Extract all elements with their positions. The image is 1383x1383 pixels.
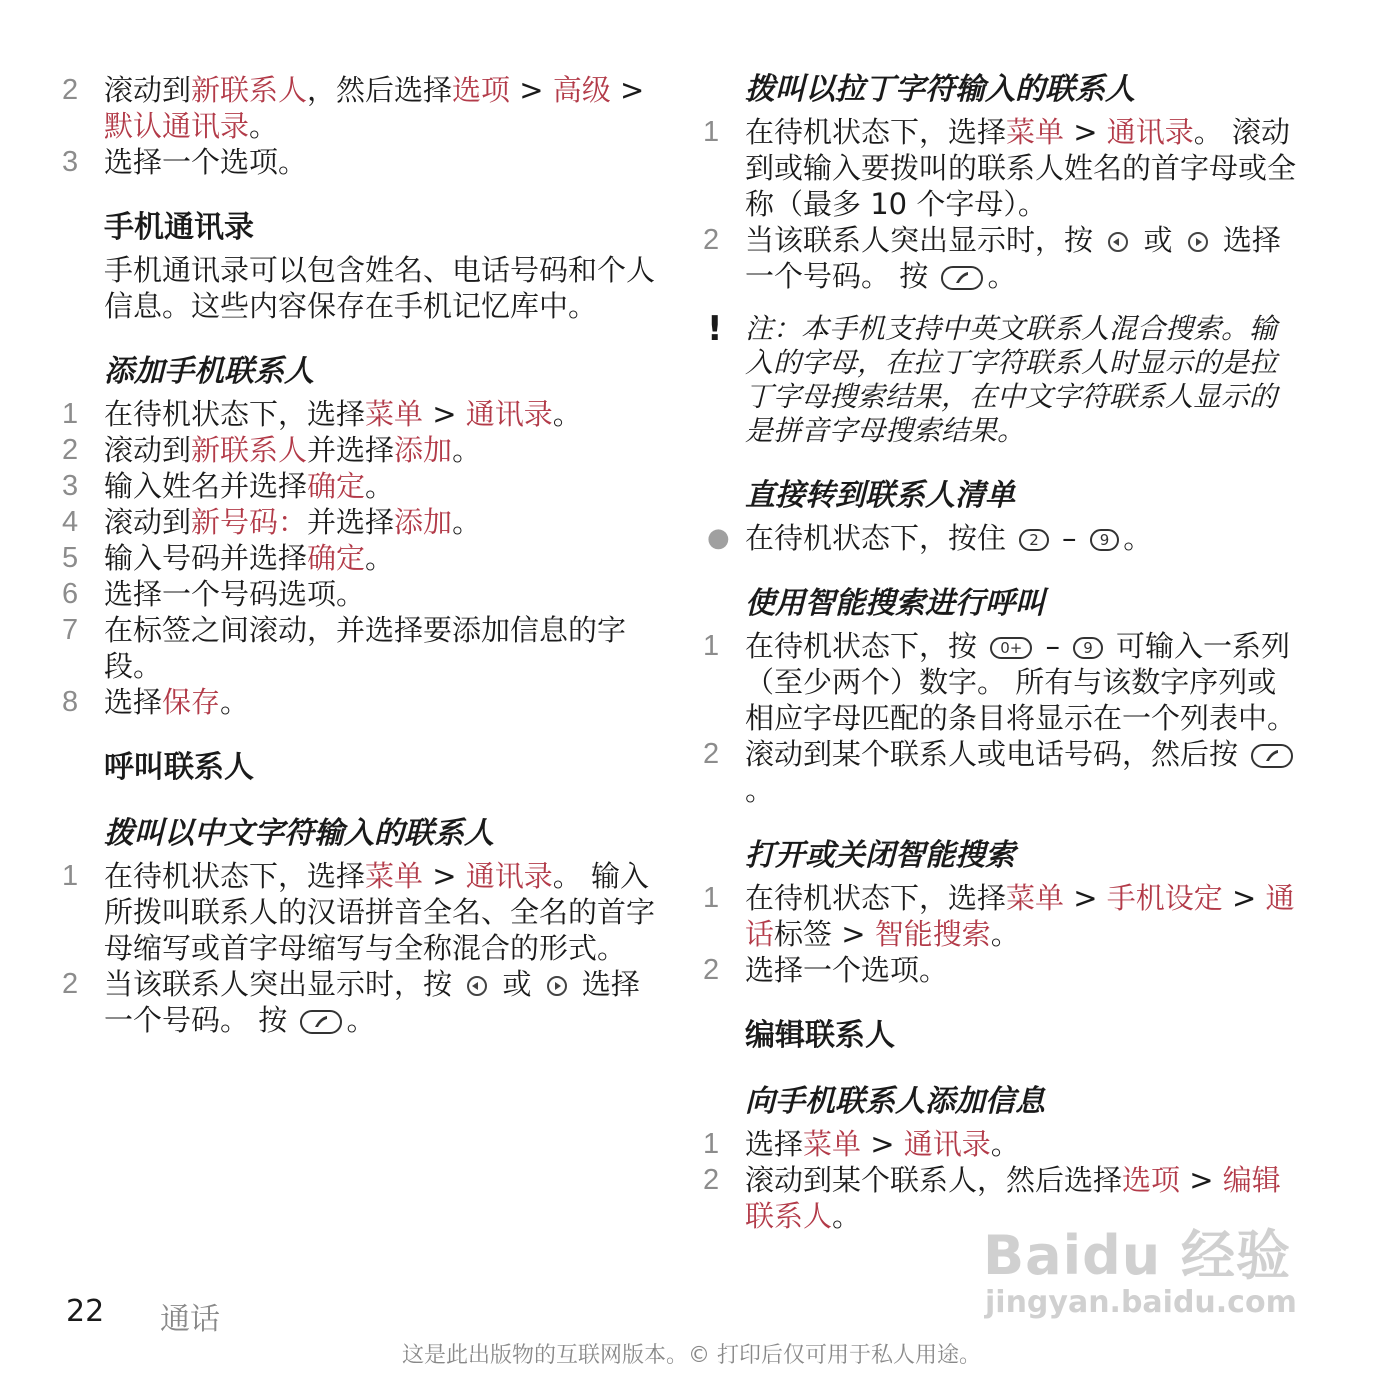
step-text: 。 bbox=[1123, 521, 1153, 555]
watermark-logo: Baidu 经验 bbox=[983, 1224, 1292, 1287]
step-number: 2 bbox=[62, 74, 79, 106]
step-number: 2 bbox=[703, 738, 720, 770]
phonebook-description: 手机通讯录可以包含姓名、电话号码和个人信息。这些内容保存在手机记忆库中。 bbox=[104, 253, 656, 323]
step-text: 滚动到 bbox=[104, 505, 192, 539]
step-text: 。 bbox=[832, 1199, 862, 1233]
step-number: 2 bbox=[62, 968, 79, 1000]
section-heading-phonebook: 手机通讯录 bbox=[104, 210, 254, 245]
step-text: 滚动到 bbox=[104, 73, 192, 107]
instruction-step bbox=[62, 540, 662, 576]
step-text: 在标签之间滚动，并选择要添加信息的字段。 bbox=[104, 613, 627, 683]
keypad-key-icon: 2 bbox=[1019, 529, 1049, 551]
menu-path-term: 选项 bbox=[452, 73, 511, 107]
menu-path-term: 通讯录 bbox=[1106, 115, 1194, 149]
menu-path-term: 高级 bbox=[552, 73, 611, 107]
step-text: 滚动到 bbox=[104, 433, 192, 467]
instruction-step bbox=[62, 468, 662, 504]
menu-path-term: 通讯录 bbox=[903, 1127, 991, 1161]
step-text: 。 bbox=[990, 917, 1020, 951]
instruction-step bbox=[62, 144, 662, 180]
step-text: 。 输入所拨叫联系人的汉语拼音全名、全名的首字母缩写或首字母缩写与全称混合的形式。 bbox=[104, 859, 656, 965]
note-text: 注：本手机支持中英文联系人混合搜索。输入的字母，在拉丁字符联系人时显示的是拉丁字母搜索结果，在中文字符联系人显示的是拼音字母搜索结果。 bbox=[745, 312, 1278, 447]
call-key-icon bbox=[300, 1010, 342, 1034]
step-text: 选择一个号码选项。 bbox=[104, 577, 366, 611]
instruction-step bbox=[62, 504, 662, 540]
step-text: 选择一个选项。 bbox=[745, 953, 949, 987]
step-text: 。 bbox=[987, 259, 1017, 293]
menu-path-term: 新联系人 bbox=[191, 73, 308, 107]
step-text: 选择 bbox=[745, 1127, 804, 1161]
step-number: 2 bbox=[703, 224, 720, 256]
menu-path-term: 确定 bbox=[307, 541, 366, 575]
dial-chinese-steps bbox=[62, 858, 662, 1038]
step-text: 输入姓名并选择 bbox=[104, 469, 308, 503]
step-text: > bbox=[861, 1127, 904, 1161]
baidu-watermark bbox=[975, 1205, 1305, 1335]
section-heading-smart-search: 使用智能搜索进行呼叫 bbox=[745, 586, 1045, 621]
direct-list-steps bbox=[703, 520, 1303, 556]
step-text: 。 bbox=[249, 109, 279, 143]
step-text: 选择 bbox=[104, 685, 163, 719]
menu-path-term: 编辑联系人 bbox=[745, 1163, 1281, 1233]
step-text: > bbox=[1222, 881, 1266, 915]
step-text: 当该联系人突出显示时，按 bbox=[745, 223, 1103, 257]
instruction-step bbox=[703, 628, 1303, 736]
menu-path-term: 菜单 bbox=[365, 397, 424, 431]
menu-path-term: 新联系人 bbox=[191, 433, 308, 467]
smart-search-steps bbox=[703, 628, 1303, 808]
dial-latin-steps bbox=[703, 114, 1303, 294]
step-text: 在待机状态下，选择 bbox=[745, 881, 1007, 915]
step-number: 2 bbox=[62, 434, 79, 466]
step-text: 并选择 bbox=[307, 433, 395, 467]
menu-path-term: 菜单 bbox=[1006, 115, 1065, 149]
instruction-step bbox=[703, 736, 1303, 808]
section-heading-dial-latin: 拨叫以拉丁字符输入的联系人 bbox=[745, 72, 1135, 107]
menu-path-term: 菜单 bbox=[803, 1127, 862, 1161]
step-number: 5 bbox=[62, 542, 79, 574]
add-contact-steps bbox=[62, 396, 662, 720]
nav-left-icon bbox=[1108, 232, 1128, 252]
step-text: 在待机状态下，选择 bbox=[104, 859, 366, 893]
menu-path-term: 手机设定 bbox=[1106, 881, 1223, 915]
step-number: 1 bbox=[62, 860, 79, 892]
step-text: 可输入一系列（至少两个）数字。 所有与该数字序列或相应字母匹配的条目将显示在一个列表中。 bbox=[745, 629, 1297, 735]
step-text: > bbox=[423, 397, 466, 431]
step-text: 。 bbox=[220, 685, 250, 719]
step-text: ，然后选择 bbox=[307, 73, 453, 107]
step-text: 滚动到某个联系人或电话号码，然后按 bbox=[745, 737, 1248, 771]
step-number: 4 bbox=[62, 506, 79, 538]
menu-path-term: 保存 bbox=[162, 685, 221, 719]
keypad-key-icon: 9 bbox=[1090, 529, 1120, 551]
copyright-notice: 这是此出版物的互联网版本。© 打印后仅可用于私人用途。 bbox=[402, 1343, 981, 1368]
section-heading-call-contact: 呼叫联系人 bbox=[104, 750, 254, 785]
menu-path-term: 智能搜索 bbox=[874, 917, 991, 951]
nav-left-icon bbox=[467, 976, 487, 996]
step-text: 选择一个号码。 按 bbox=[104, 967, 640, 1037]
menu-path-term: 通讯录 bbox=[465, 859, 553, 893]
section-heading-add-info: 向手机联系人添加信息 bbox=[745, 1084, 1045, 1119]
step-text: > bbox=[1064, 115, 1107, 149]
step-text: 或 bbox=[493, 967, 541, 1001]
menu-path-term: 新号码： bbox=[191, 505, 308, 539]
menu-path-term: 菜单 bbox=[1006, 881, 1065, 915]
step-text: 。 bbox=[745, 773, 775, 807]
menu-path-term: 默认通讯录 bbox=[104, 109, 250, 143]
step-text: 。 bbox=[346, 1003, 376, 1037]
step-text: 在待机状态下，按住 bbox=[745, 521, 1016, 555]
page-number: 22 bbox=[66, 1294, 105, 1329]
step-text: > bbox=[510, 73, 553, 107]
step-text: 在待机状态下，选择 bbox=[104, 397, 366, 431]
instruction-step bbox=[62, 432, 662, 468]
call-key-icon bbox=[1251, 744, 1293, 768]
instruction-step bbox=[703, 880, 1303, 952]
bullet-icon: ● bbox=[707, 523, 730, 553]
step-number: 7 bbox=[62, 614, 79, 646]
step-number: 6 bbox=[62, 578, 79, 610]
step-number: 1 bbox=[62, 398, 79, 430]
menu-path-term: 选项 bbox=[1122, 1163, 1181, 1197]
call-key-icon bbox=[941, 266, 983, 290]
nav-right-icon bbox=[547, 976, 567, 996]
step-text: 在待机状态下，选择 bbox=[745, 115, 1007, 149]
step-text: > bbox=[1064, 881, 1107, 915]
step-number: 1 bbox=[703, 116, 720, 148]
step-text: 在待机状态下，按 bbox=[745, 629, 987, 663]
step-text: 。 bbox=[990, 1127, 1020, 1161]
section-heading-direct-list: 直接转到联系人清单 bbox=[745, 478, 1015, 513]
instruction-step bbox=[62, 72, 662, 144]
toggle-search-steps bbox=[703, 880, 1303, 988]
step-number: 2 bbox=[703, 954, 720, 986]
step-text: 滚动到某个联系人，然后选择 bbox=[745, 1163, 1123, 1197]
step-text: 。 bbox=[365, 469, 395, 503]
step-number: 2 bbox=[703, 1164, 720, 1196]
menu-path-term: 确定 bbox=[307, 469, 366, 503]
step-text: 。 bbox=[365, 541, 395, 575]
step-text: 或 bbox=[1134, 223, 1182, 257]
step-text: > bbox=[610, 73, 645, 107]
step-text: 标签 > bbox=[774, 917, 875, 951]
section-heading-add-contact: 添加手机联系人 bbox=[104, 354, 314, 389]
instruction-step bbox=[703, 114, 1303, 222]
keypad-key-icon: 9 bbox=[1073, 637, 1103, 659]
left-column bbox=[62, 72, 662, 1038]
instruction-step bbox=[703, 952, 1303, 988]
instruction-step bbox=[62, 576, 662, 612]
instruction-step bbox=[62, 396, 662, 432]
section-heading-edit-contact: 编辑联系人 bbox=[745, 1018, 895, 1053]
instruction-step bbox=[703, 520, 1303, 556]
nav-right-icon bbox=[1188, 232, 1208, 252]
menu-path-term: 菜单 bbox=[365, 859, 424, 893]
section-heading-toggle-search: 打开或关闭智能搜索 bbox=[745, 838, 1015, 873]
step-text: 当该联系人突出显示时，按 bbox=[104, 967, 462, 1001]
step-text: > bbox=[1180, 1163, 1223, 1197]
step-text: 并选择 bbox=[307, 505, 395, 539]
right-column bbox=[703, 72, 1303, 1234]
instruction-step bbox=[62, 966, 662, 1038]
step-number: 1 bbox=[703, 1128, 720, 1160]
menu-path-term: 通话 bbox=[745, 881, 1295, 951]
instruction-step bbox=[62, 684, 662, 720]
step-text: – bbox=[1052, 521, 1086, 555]
step-text: 。 bbox=[452, 505, 482, 539]
step-text: > bbox=[423, 859, 466, 893]
keypad-key-icon: 0+ bbox=[990, 637, 1032, 659]
step-number: 1 bbox=[703, 882, 720, 914]
step-text: 。 滚动到或输入要拨叫的联系人姓名的首字母或全称（最多 10 个字母）。 bbox=[745, 115, 1297, 221]
instruction-step bbox=[703, 222, 1303, 294]
step-number: 8 bbox=[62, 686, 79, 718]
exclamation-icon: ! bbox=[707, 309, 723, 349]
step-text: 选择一个选项。 bbox=[104, 145, 308, 179]
instruction-step bbox=[62, 612, 662, 684]
menu-path-term: 添加 bbox=[394, 433, 453, 467]
step-text: 选择一个号码。 按 bbox=[745, 223, 1281, 293]
section-heading-dial-chinese: 拨叫以中文字符输入的联系人 bbox=[104, 816, 494, 851]
step-number: 3 bbox=[62, 470, 79, 502]
instruction-step bbox=[703, 1126, 1303, 1162]
menu-path-term: 通讯录 bbox=[465, 397, 553, 431]
step-text: – bbox=[1036, 629, 1070, 663]
step-number: 1 bbox=[703, 630, 720, 662]
menu-path-term: 添加 bbox=[394, 505, 453, 539]
step-number: 3 bbox=[62, 146, 79, 178]
watermark-url: jingyan.baidu.com bbox=[985, 1285, 1297, 1320]
step-text: 。 bbox=[552, 397, 582, 431]
instruction-step bbox=[62, 858, 662, 966]
setting-steps bbox=[62, 72, 662, 180]
note-block bbox=[703, 309, 1303, 448]
step-text: 输入号码并选择 bbox=[104, 541, 308, 575]
section-name: 通话 bbox=[160, 1302, 220, 1337]
step-text: 。 bbox=[452, 433, 482, 467]
